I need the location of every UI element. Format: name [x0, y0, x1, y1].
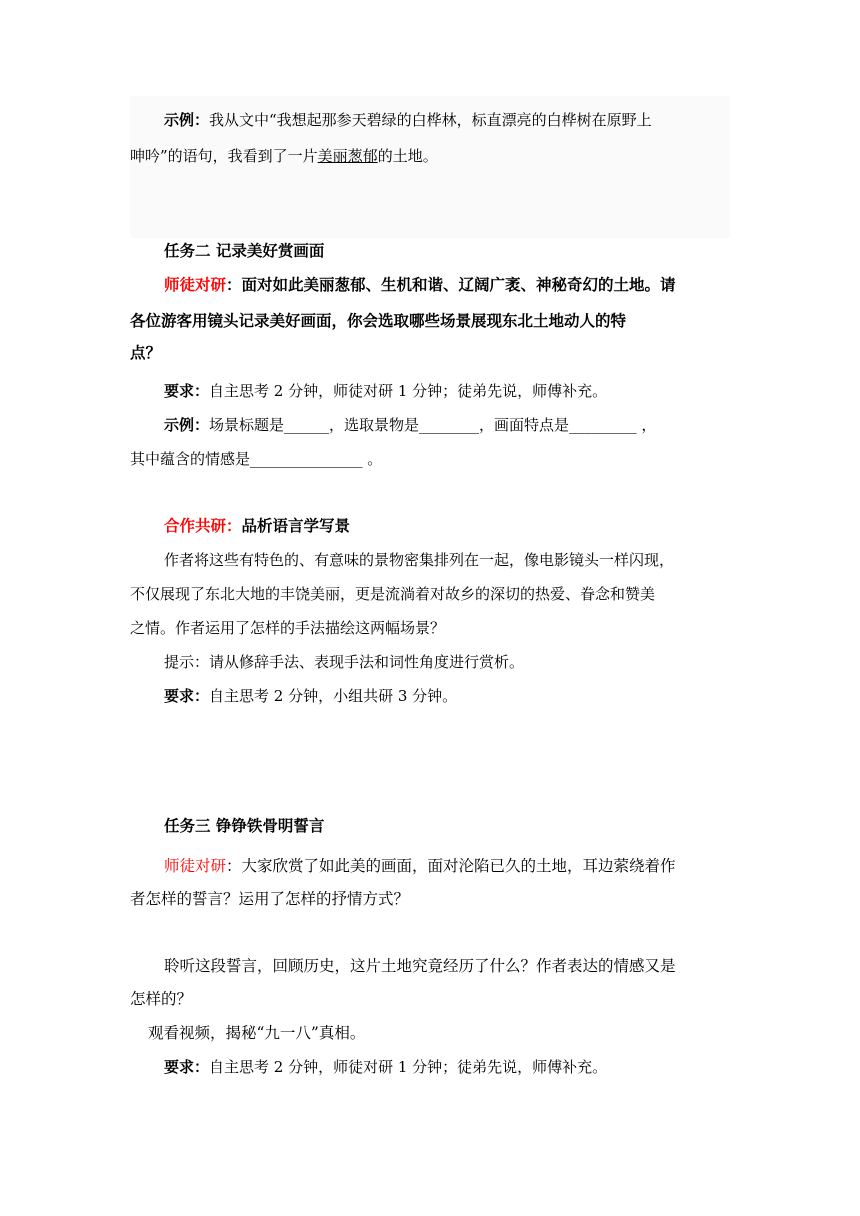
task2-study-text-1: ：面对如此美丽葱郁、生机和谐、辽阔广袤、神秘奇幻的土地。请	[226, 276, 676, 294]
task3-listen-line-2: 怎样的？	[130, 990, 193, 1008]
task3-req-label: 要求：	[164, 1058, 210, 1076]
coop-para-line-3: 之情。作者运用了怎样的手法描绘这两幅场景？	[130, 619, 446, 637]
task2-blank-4: _______________	[250, 450, 363, 468]
task2-example-line-2	[130, 448, 730, 470]
coop-title: 品析语言学写景	[241, 517, 351, 535]
coop-hint: 提示：请从修辞手法、表现手法和词性角度进行赏析。	[164, 653, 525, 671]
task2-study-line-1	[164, 274, 764, 296]
example-underlined-phrase: 美丽葱郁	[317, 147, 378, 165]
task2-example-p3: ，画面特点是	[479, 416, 570, 434]
task3-listen-line-1: 聆听这段誓言，回顾历史，这片土地究竟经历了什么？作者表达的情感又是	[164, 957, 676, 975]
task2-blank-2: ________	[419, 416, 480, 434]
task2-example-label: 示例：	[164, 416, 210, 434]
task2-title: 任务二 记录美好赏画面	[164, 242, 325, 260]
coop-heading	[164, 515, 764, 537]
task3-study-text-1: ：大家欣赏了如此美的画面，面对沦陷已久的土地，耳边萦绕着作	[226, 857, 676, 875]
task3-title: 任务三 铮铮铁骨明誓言	[164, 817, 325, 835]
task2-requirement	[164, 380, 764, 402]
coop-requirement	[164, 685, 764, 707]
coop-para-line-1: 作者将这些有特色的、有意味的景物密集排列在一起，像电影镜头一样闪现，	[164, 551, 675, 569]
task3-study-line-2: 者怎样的誓言？运用了怎样的抒情方式？	[130, 890, 410, 908]
task2-example-line2-pre: 其中蕴含的情感是	[130, 450, 251, 468]
task3-study-line-1	[164, 855, 764, 877]
task2-example-line2-post: 。	[362, 450, 383, 468]
example-label: 示例：	[164, 111, 210, 129]
example-text-2b: 的土地。	[377, 147, 438, 165]
example-line-2	[130, 145, 730, 167]
example-text-1: 我从文中“我想起那参天碧绿的白桦林，标直漂亮的白桦树在原野上	[209, 111, 652, 129]
task2-req-label: 要求：	[164, 382, 210, 400]
task2-example-p4: ，	[636, 416, 657, 434]
example-line-1	[130, 109, 730, 131]
coop-label: 合作共研：	[164, 517, 242, 535]
task3-req-text: 自主思考 2 分钟，师徒对研 1 分钟；徒弟先说，师傅补充。	[209, 1058, 608, 1076]
task2-example-p1: 场景标题是	[209, 416, 285, 434]
coop-req-label: 要求：	[164, 687, 210, 705]
task2-req-text: 自主思考 2 分钟，师徒对研 1 分钟；徒弟先说，师傅补充。	[209, 382, 608, 400]
task2-study-label: 师徒对研	[164, 276, 227, 294]
task2-blank-3: _________	[569, 416, 637, 434]
coop-req-text: 自主思考 2 分钟，小组共研 3 分钟。	[209, 687, 458, 705]
task3-requirement	[164, 1056, 764, 1078]
task3-study-label: 师徒对研	[164, 857, 227, 875]
task2-blank-1: ______	[284, 416, 330, 434]
task2-study-line-2: 各位游客用镜头记录美好画面，你会选取哪些场景展现东北土地动人的特	[130, 312, 627, 330]
task2-example-line-1	[164, 414, 764, 436]
task2-example-p2: ，选取景物是	[329, 416, 420, 434]
example-text-2a: 呻吟”的语句，我看到了一片	[130, 147, 318, 165]
task2-study-line-3: 点？	[130, 344, 162, 362]
coop-para-line-2: 不仅展现了东北大地的丰饶美丽，更是流淌着对故乡的深切的热爱、眷念和赞美	[130, 585, 656, 603]
task3-video: 观看视频，揭秘“九一八”真相。	[148, 1024, 366, 1042]
